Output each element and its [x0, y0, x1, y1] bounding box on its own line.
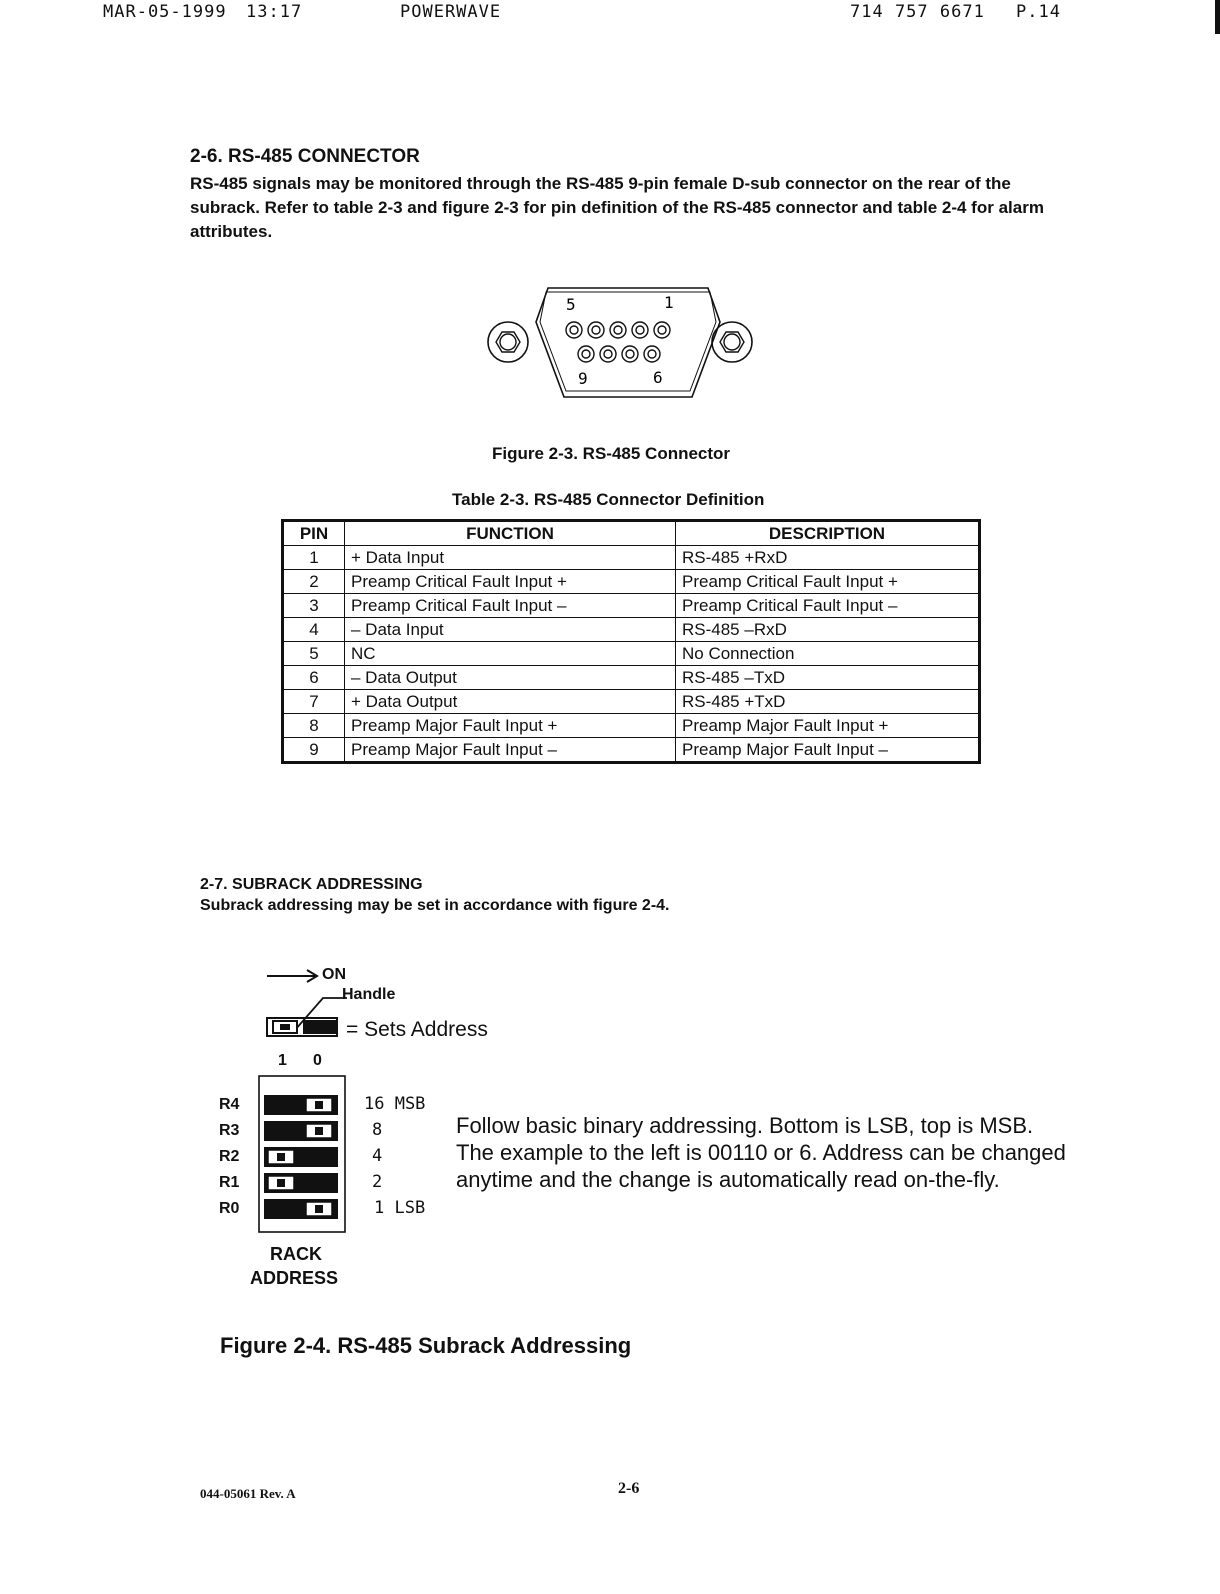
fax-sender: POWERWAVE [400, 2, 502, 22]
function-cell: – Data Input [345, 618, 676, 642]
table-row [283, 594, 980, 618]
column-one-label: 1 [278, 1052, 287, 1069]
function-cell: Preamp Major Fault Input + [345, 714, 676, 738]
scan-edge-mark [1215, 0, 1220, 34]
fax-date: MAR-05-1999 [103, 2, 227, 22]
function-cell: NC [345, 642, 676, 666]
weight-r1: 2 [372, 1172, 383, 1192]
footer-doc-number: 044-05061 Rev. A [200, 1486, 296, 1501]
section-2-6-paragraph: RS-485 signals may be monitored through the RS-485 9-pin female D-sub connector on the rear of the subrack. Refer to table 2-3 and figure 2-3 for pin definition of the RS-485 connector and table 2-4 for alarm attributes. [190, 174, 1044, 241]
table-row [283, 714, 980, 738]
dip-switch-r3 [264, 1121, 338, 1141]
description-cell: Preamp Critical Fault Input + [676, 570, 980, 594]
table-2-3-caption: Table 2-3. RS-485 Connector Definition [452, 490, 765, 509]
dip-switch-r1 [264, 1173, 338, 1193]
pin-cell: 5 [283, 642, 345, 666]
pin-9-label: 9 [578, 369, 588, 388]
header-description: DESCRIPTION [676, 521, 980, 546]
table-row [283, 690, 980, 714]
dip-switch-r4 [264, 1095, 338, 1115]
table-row [283, 642, 980, 666]
pin-cell: 6 [283, 666, 345, 690]
address-label: ADDRESS [250, 1268, 339, 1288]
description-cell: Preamp Critical Fault Input – [676, 594, 980, 618]
explanation-line-2: The example to the left is 00110 or 6. Address can be changed [456, 1140, 1066, 1165]
pin-cell: 1 [283, 546, 345, 570]
section-2-7-paragraph: Subrack addressing may be set in accordance with figure 2-4. [200, 897, 670, 914]
column-zero-label: 0 [313, 1052, 322, 1069]
table-row [283, 738, 980, 763]
rack-address-dip-switch [258, 1075, 348, 1235]
table-row [283, 618, 980, 642]
table-row [283, 570, 980, 594]
register-r3-label: R3 [219, 1122, 240, 1139]
pin-cell: 7 [283, 690, 345, 714]
section-2-7-heading: 2-7. SUBRACK ADDRESSING [200, 876, 423, 893]
db9-connector-icon [480, 282, 780, 407]
fax-page: P.14 [1016, 2, 1061, 22]
header-function: FUNCTION [345, 521, 676, 546]
description-cell: Preamp Major Fault Input – [676, 738, 980, 763]
description-cell: RS-485 –TxD [676, 666, 980, 690]
description-cell: RS-485 +RxD [676, 546, 980, 570]
description-cell: RS-485 +TxD [676, 690, 980, 714]
explanation-line-3: anytime and the change is automatically read on-the-fly. [456, 1167, 1000, 1192]
pin-cell: 4 [283, 618, 345, 642]
weight-r3: 8 [372, 1120, 383, 1140]
pin-cell: 2 [283, 570, 345, 594]
pin-definition-table [281, 519, 981, 764]
weight-r0: 1 LSB [374, 1198, 426, 1218]
register-r2-label: R2 [219, 1148, 240, 1165]
pin-6-label: 6 [653, 368, 663, 387]
function-cell: + Data Output [345, 690, 676, 714]
dip-switch-legend-icon [265, 990, 349, 1048]
register-r0-label: R0 [219, 1200, 240, 1217]
function-cell: Preamp Major Fault Input – [345, 738, 676, 763]
figure-2-3-caption: Figure 2-3. RS-485 Connector [492, 444, 731, 463]
sets-address-label: = Sets Address [346, 1018, 488, 1041]
fax-phone: 714 757 6671 [850, 2, 985, 22]
fax-time: 13:17 [246, 2, 303, 22]
explanation-line-1: Follow basic binary addressing. Bottom is LSB, top is MSB. [456, 1113, 1034, 1138]
on-label: ON [322, 966, 346, 983]
footer-page-number: 2-6 [618, 1480, 640, 1497]
table-row [283, 546, 980, 570]
description-cell: Preamp Major Fault Input + [676, 714, 980, 738]
description-cell: No Connection [676, 642, 980, 666]
dip-switch-r0 [264, 1199, 338, 1219]
figure-2-4-caption: Figure 2-4. RS-485 Subrack Addressing [220, 1333, 632, 1358]
weight-r2: 4 [372, 1146, 383, 1166]
pin-5-label: 5 [566, 295, 576, 314]
table-row [283, 666, 980, 690]
pin-cell: 9 [283, 738, 345, 763]
dip-switch-r2 [264, 1147, 338, 1167]
register-r4-label: R4 [219, 1096, 240, 1113]
function-cell: – Data Output [345, 666, 676, 690]
pin-cell: 3 [283, 594, 345, 618]
section-2-6-heading: 2-6. RS-485 CONNECTOR [190, 146, 420, 167]
weight-r4: 16 MSB [364, 1094, 426, 1114]
handle-label: Handle [342, 986, 396, 1003]
description-cell: RS-485 –RxD [676, 618, 980, 642]
function-cell: Preamp Critical Fault Input – [345, 594, 676, 618]
arrow-right-icon [265, 968, 325, 984]
header-pin: PIN [283, 521, 345, 546]
function-cell: + Data Input [345, 546, 676, 570]
pin-cell: 8 [283, 714, 345, 738]
function-cell: Preamp Critical Fault Input + [345, 570, 676, 594]
rack-label: RACK [270, 1244, 322, 1264]
pin-1-label: 1 [664, 293, 674, 312]
register-r1-label: R1 [219, 1174, 240, 1191]
table-header-row [283, 521, 980, 546]
